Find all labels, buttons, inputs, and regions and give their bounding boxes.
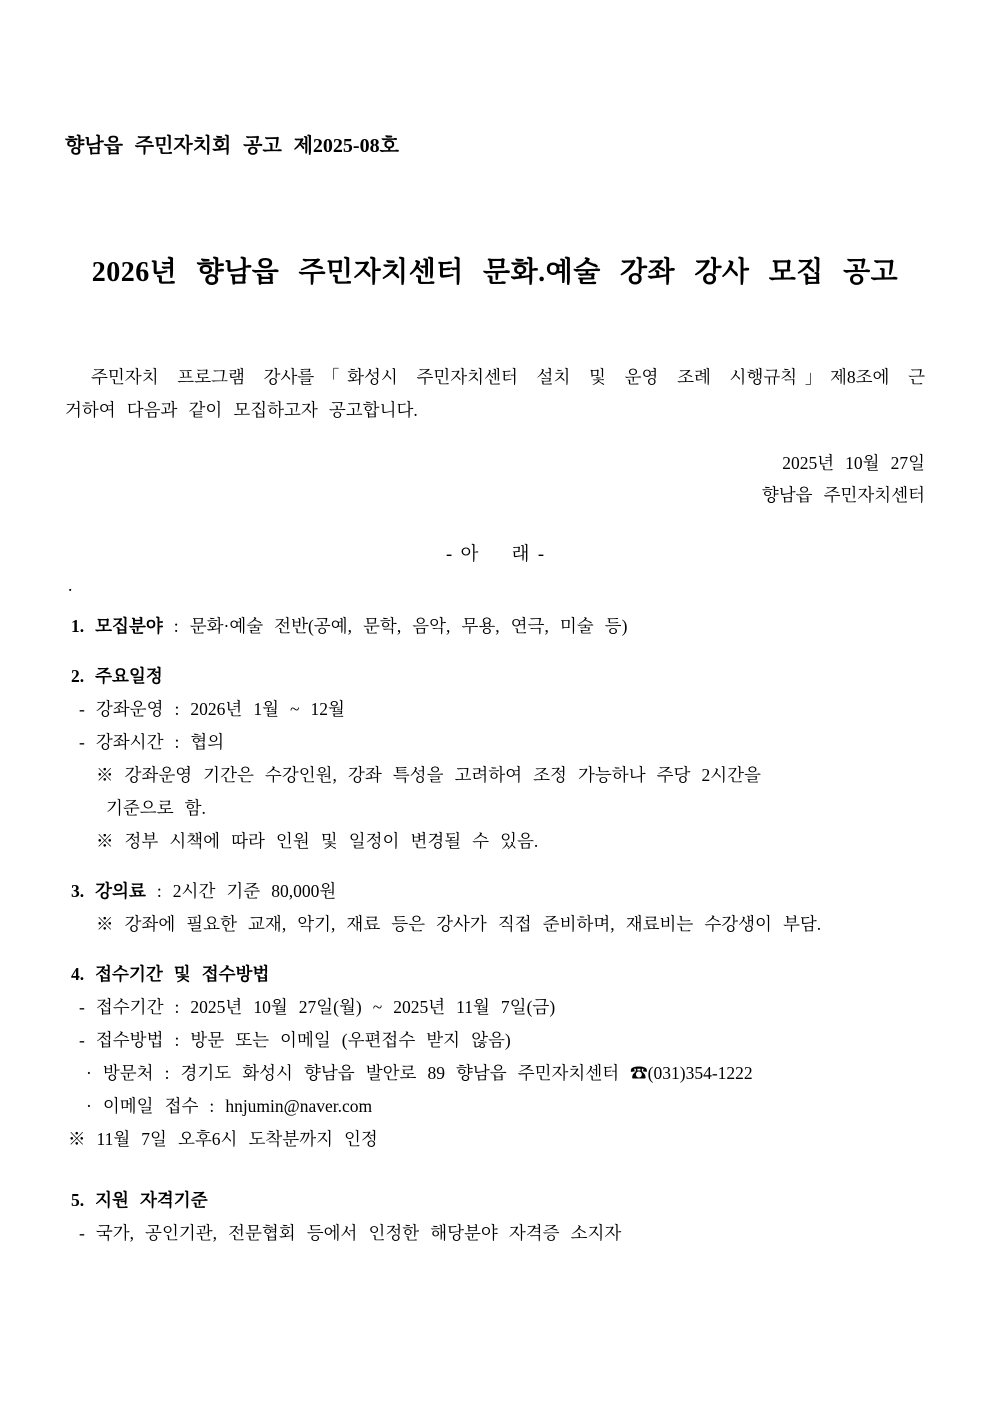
list-item-email-address: · 이메일 접수 : hnjumin@naver.com <box>86 1096 373 1116</box>
section-3-heading-rest: : 2시간 기준 80,000원 <box>145 881 337 901</box>
below-divider: - 아 래 - <box>445 545 544 565</box>
section-application <box>65 958 925 1156</box>
section-heading-line <box>65 610 925 643</box>
notice-issuer: 향남읍 주민자치센터 <box>761 485 925 505</box>
section-recruitment-field <box>65 610 925 643</box>
doc-number: 향남읍 주민자치회 공고 제2025-08호 <box>65 135 399 157</box>
section-3-heading: 3. 강의료 <box>71 881 146 901</box>
section-lecture-fee <box>65 875 925 941</box>
section-1-heading-rest: : 문화·예술 전반(공예, 문학, 음악, 무용, 연극, 미술 등) <box>162 616 628 636</box>
section-heading-line <box>65 958 925 991</box>
section-5-heading: 5. 지원 자격기준 <box>71 1190 208 1210</box>
section-heading-line <box>65 1184 925 1217</box>
list-item-course-period: - 강좌운영 : 2026년 1월 ~ 12월 <box>79 699 345 719</box>
signature-block <box>65 447 925 511</box>
intro-line-2: 거하여 다음과 같이 모집하고자 공고합니다. <box>65 400 418 420</box>
section-heading-line <box>65 875 925 908</box>
note-materials: ※ 강좌에 필요한 교재, 악기, 재료 등은 강사가 직접 준비하며, 재료비는 수강생이 부담. <box>96 914 822 934</box>
list-item-application-period: - 접수기간 : 2025년 10월 27일(월) ~ 2025년 11월 7일(금) <box>79 997 556 1017</box>
list-item-certificate-holder: - 국가, 공인기관, 전문협회 등에서 인정한 해당분야 자격증 소지자 <box>79 1223 622 1243</box>
note-deadline: ※ 11월 7일 오후6시 도착분까지 인정 <box>68 1129 378 1149</box>
list-item-application-method: - 접수방법 : 방문 또는 이메일 (우편접수 받지 않음) <box>79 1030 511 1050</box>
notice-title: 2026년 향남읍 주민자치센터 문화.예술 강좌 강사 모집 공고 <box>91 257 899 288</box>
note-course-adjustment: ※ 강좌운영 기간은 수강인원, 강좌 특성을 고려하여 조정 가능하나 주당 2시간을 <box>96 765 761 785</box>
section-heading-line <box>65 660 925 693</box>
section-4-heading: 4. 접수기간 및 접수방법 <box>71 964 270 984</box>
list-item-visit-address: · 방문처 : 경기도 화성시 향남읍 발안로 89 향남읍 주민자치센터 ☎(031)354-1222 <box>86 1063 753 1083</box>
list-item-course-time: - 강좌시간 : 협의 <box>79 732 225 752</box>
note-course-adjustment-cont: 기준으로 함. <box>106 798 206 818</box>
section-schedule <box>65 660 925 858</box>
section-2-heading: 2. 주요일정 <box>71 666 163 686</box>
note-policy-change: ※ 정부 시책에 따라 인원 및 일정이 변경될 수 있음. <box>96 831 539 851</box>
section-1-heading: 1. 모집분야 <box>71 616 163 636</box>
intro-paragraph <box>65 361 925 427</box>
stray-dot: . <box>68 575 73 595</box>
notice-date: 2025년 10월 27일 <box>782 453 925 473</box>
section-qualifications <box>65 1184 925 1250</box>
intro-line-1: 주민자치 프로그램 강사를「화성시 주민자치센터 설치 및 운영 조례 시행규칙」제8조에 근 <box>91 367 925 387</box>
